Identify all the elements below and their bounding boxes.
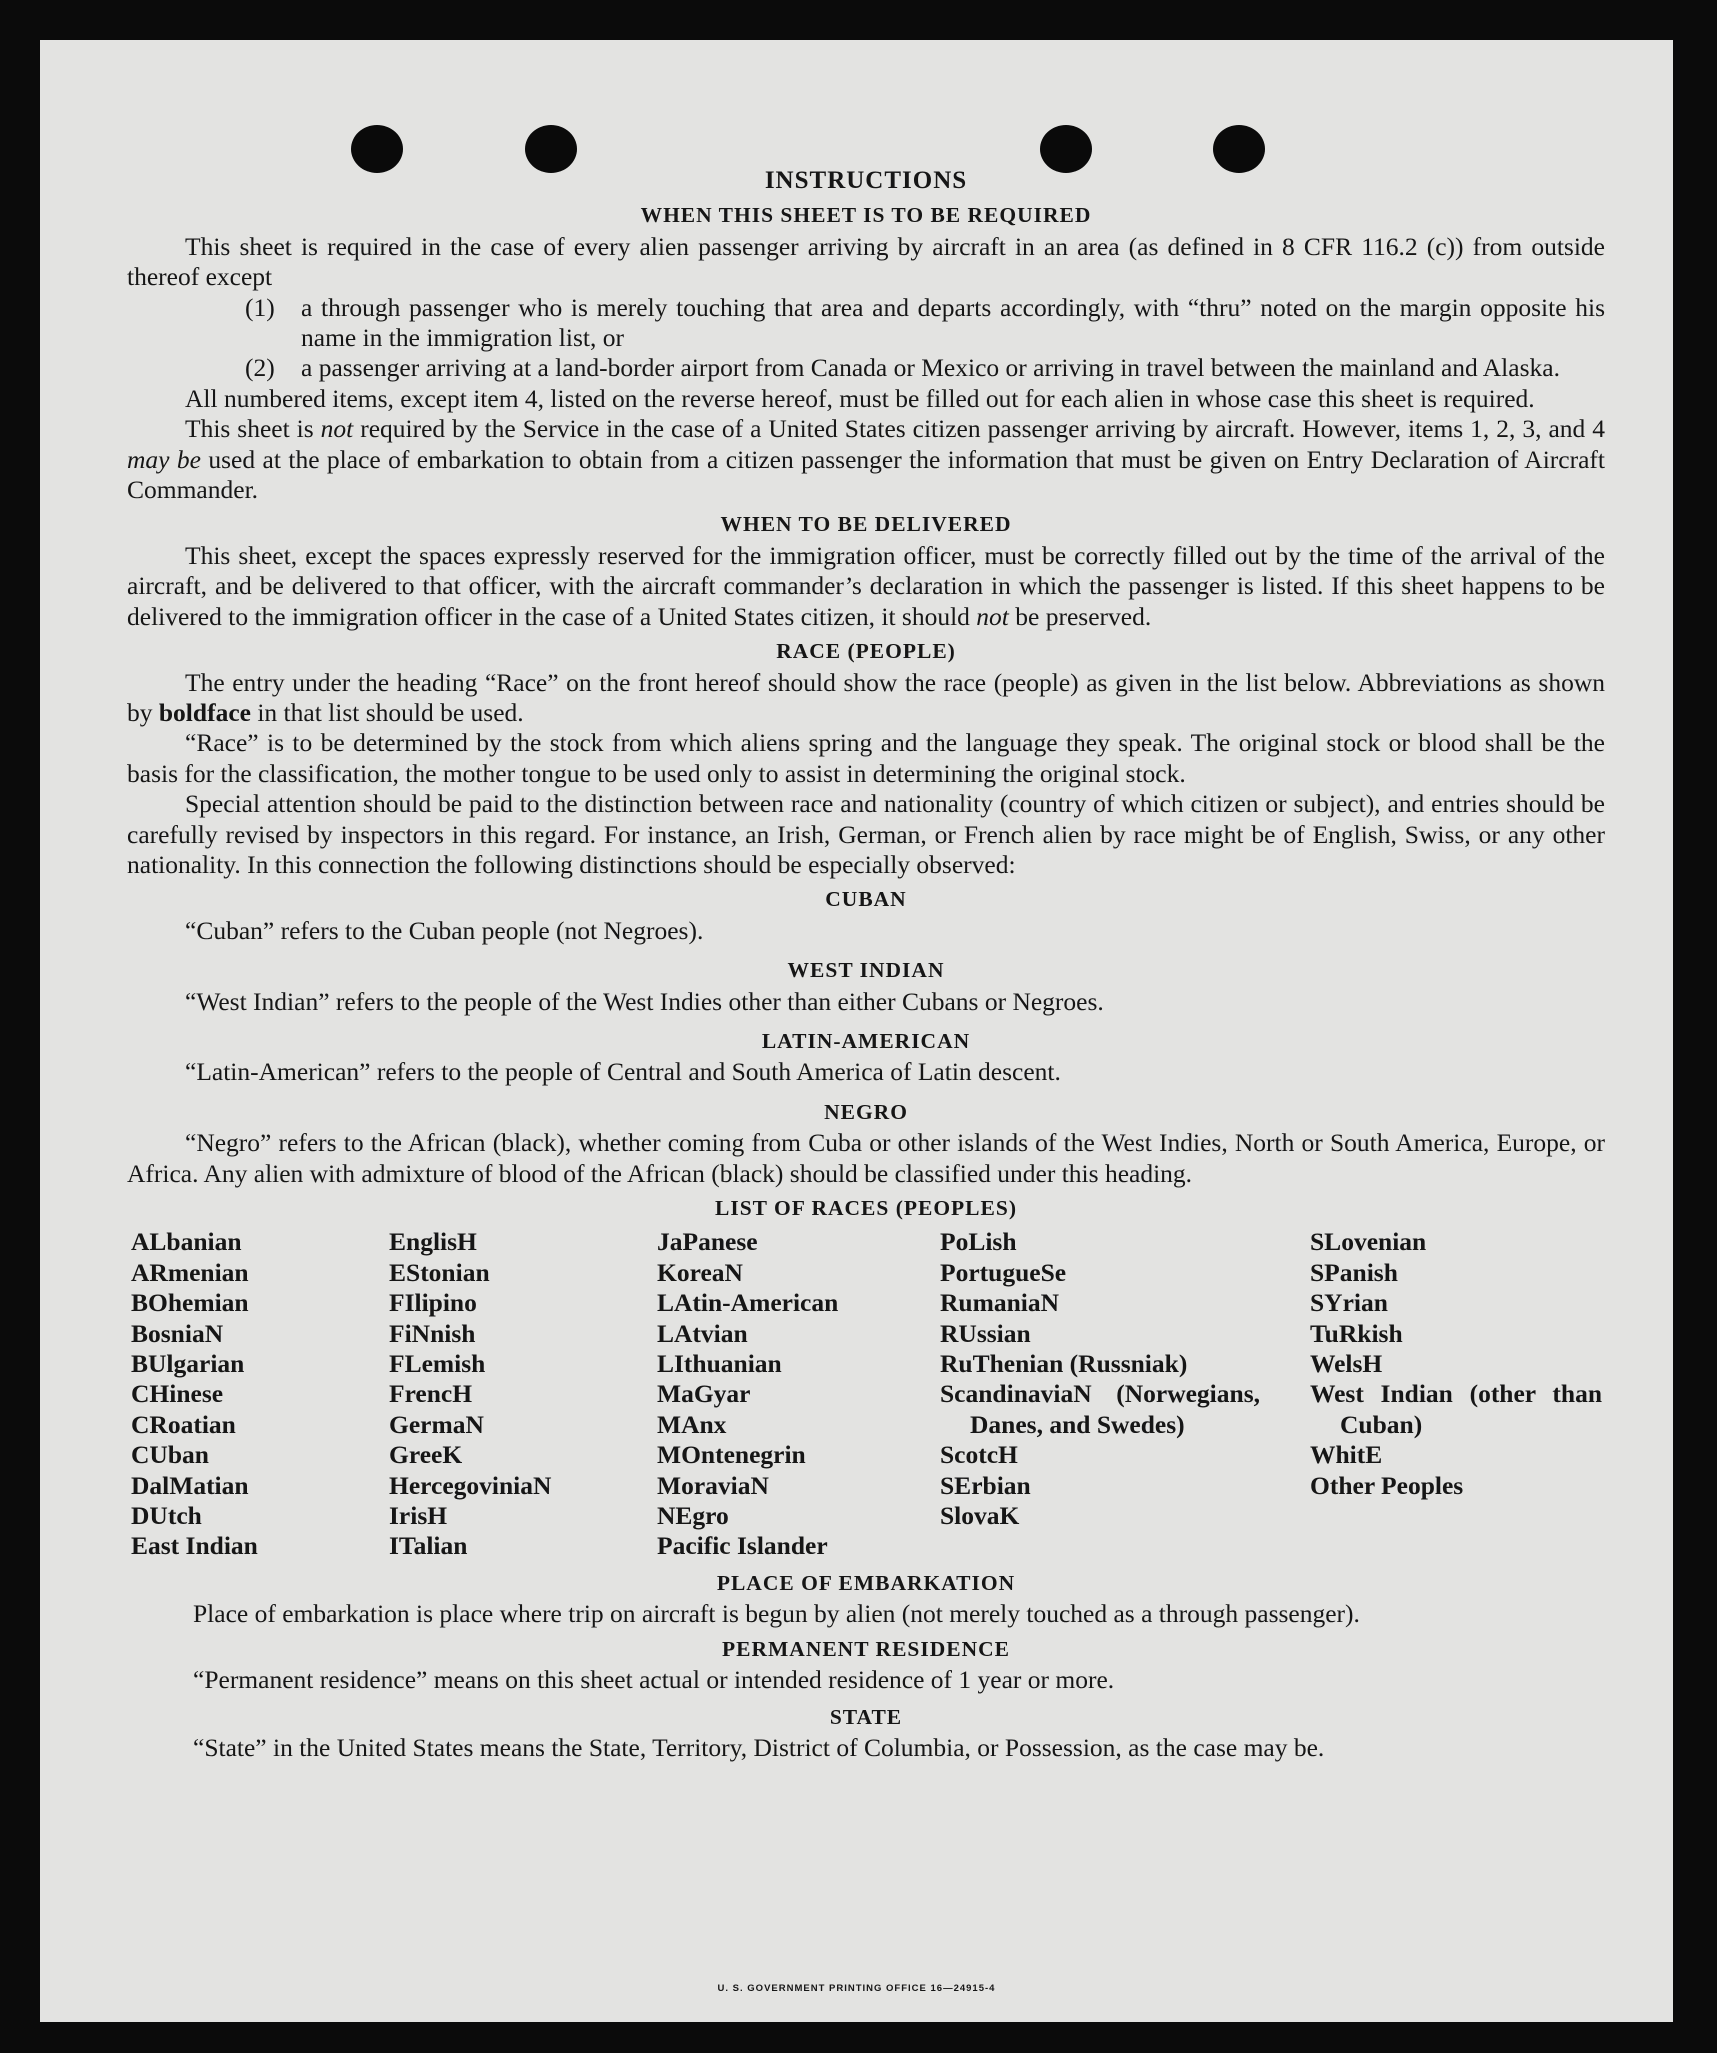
race-entry: RumaniaN <box>940 1288 1060 1318</box>
race-entry: BosniaN <box>131 1318 224 1348</box>
paragraph: “Latin-American” refers to the people of Central and South America of Latin descent. <box>185 1057 1061 1087</box>
paragraph: “State” in the United States means the State, Territory, District of Columbia, or Possession, as the case may be. <box>193 1732 1325 1762</box>
race-entry: WelsH <box>1310 1349 1383 1379</box>
race-entry: CUban <box>131 1440 209 1470</box>
race-entry: PortugueSe <box>940 1257 1067 1287</box>
race-entry: FLemish <box>389 1349 486 1379</box>
paragraph: “Race” is to be determined by the stock from which aliens spring and the language they speak. The original stock or blood shall be the basis for the classification, the mother tongue to be used only to assist in determining the original stock. <box>127 728 1605 788</box>
race-entry: West Indian (other than Cuban) <box>1310 1379 1602 1439</box>
section-heading-latin-american: LATIN-AMERICAN <box>761 1028 971 1053</box>
race-entry: Other Peoples <box>1310 1470 1464 1500</box>
paragraph: Special attention should be paid to the distinction between race and nationality (country of which citizen or subject), and entries should be carefully revised by inspectors in this regard. For instance, an Irish, German, or French alien by race might be of English, Swiss, or any other nationality. In this connection the following distinctions should be especially observed: <box>127 789 1605 879</box>
list-of-races-heading: LIST OF RACES (PEOPLES) <box>715 1196 1017 1220</box>
section-heading-embarkation: PLACE OF EMBARKATION <box>716 1570 1016 1595</box>
race-entry: DalMatian <box>131 1470 249 1500</box>
race-entry: LIthuanian <box>657 1349 782 1379</box>
race-entry: BUlgarian <box>131 1349 245 1379</box>
race-entry: JaPanese <box>657 1227 758 1257</box>
race-column <box>657 1227 940 1561</box>
race-entry: SlovaK <box>940 1501 1020 1531</box>
section-heading-cuban: CUBAN <box>825 887 907 912</box>
paragraph: “Cuban” refers to the Cuban people (not Negroes). <box>185 915 704 945</box>
list-item <box>127 293 1605 354</box>
exception-list <box>127 293 1605 384</box>
paragraph: All numbered items, except item 4, listed on the reverse hereof, must be filled out for each alien in whose case this sheet is required. <box>185 383 1535 413</box>
printer-imprint: U. S. GOVERNMENT PRINTING OFFICE 16—24915-4 <box>717 1983 996 1994</box>
item-text: a through passenger who is merely touching that area and departs accordingly, with “thru” noted on the margin opposite his name in the immigration list, or <box>301 292 1605 353</box>
race-entry: GreeK <box>389 1440 463 1470</box>
race-entry: BOhemian <box>131 1288 249 1318</box>
race-entry: HercegoviniaN <box>389 1470 552 1500</box>
page-title: INSTRUCTIONS <box>764 167 968 194</box>
paragraph: This sheet is required in the case of every alien passenger arriving by aircraft in an area (as defined in 8 CFR 116.2 (c)) from outside thereof except <box>127 231 1605 292</box>
race-entry: NEgro <box>657 1501 729 1531</box>
race-entry: GermaN <box>389 1409 484 1439</box>
race-entry: CHinese <box>131 1379 224 1409</box>
race-entry: ARmenian <box>131 1257 249 1287</box>
section-heading-required: WHEN THIS SHEET IS TO BE REQUIRED <box>640 203 1092 228</box>
race-entry: FiNnish <box>389 1318 476 1348</box>
race-entry: KoreaN <box>657 1257 743 1287</box>
list-item <box>127 353 1605 383</box>
race-entry: EStonian <box>389 1257 490 1287</box>
race-column <box>131 1227 389 1561</box>
race-entry: WhitE <box>1310 1440 1383 1470</box>
race-entry: East Indian <box>131 1531 258 1561</box>
race-entry: RuThenian (Russniak) <box>940 1349 1188 1379</box>
instructions-body <box>127 166 1605 1763</box>
race-entry: Pacific Islander <box>657 1531 828 1561</box>
race-entry: EnglisH <box>389 1227 477 1257</box>
race-entry: CRoatian <box>131 1409 236 1439</box>
item-number: (1) <box>245 292 275 322</box>
race-entry: SPanish <box>1310 1257 1398 1287</box>
race-entry: RUssian <box>940 1318 1031 1348</box>
race-column <box>1310 1227 1609 1561</box>
paragraph: “Negro” refers to the African (black), whether coming from Cuba or other islands of the West Indies, North or South America, Europe, or Africa. Any alien with admixture of blood of the African (black) should be classified under this heading. <box>127 1128 1605 1188</box>
race-entry: LAtvian <box>657 1318 748 1348</box>
race-entry: MAnx <box>657 1409 727 1439</box>
race-entry: IrisH <box>389 1501 448 1531</box>
race-entry: ScandinaviaN (Norwegians, Danes, and Swedes) <box>940 1379 1260 1439</box>
race-entry: DUtch <box>131 1501 202 1531</box>
race-entry: SLovenian <box>1310 1227 1427 1257</box>
paragraph: Place of embarkation is place where trip on aircraft is begun by alien (not merely touched as a through passenger). <box>193 1599 1360 1629</box>
race-entry: ITalian <box>389 1531 468 1561</box>
paragraph: The entry under the heading “Race” on the front hereof should show the race (people) as given in the list below. Abbreviations as shown by boldface in that list should be used. <box>127 667 1605 727</box>
document-sheet <box>40 40 1673 2022</box>
race-entry: TuRkish <box>1310 1318 1403 1348</box>
race-entry: SErbian <box>940 1470 1031 1500</box>
race-entry: MoraviaN <box>657 1470 769 1500</box>
race-column <box>389 1227 657 1561</box>
section-heading-delivered: WHEN TO BE DELIVERED <box>720 512 1012 537</box>
item-text: a passenger arriving at a land-border airport from Canada or Mexico or arriving in travel between the mainland and Alaska. <box>301 353 1560 383</box>
race-entry: FrencH <box>389 1379 473 1409</box>
section-heading-state: STATE <box>829 1704 903 1729</box>
race-entry: ALbanian <box>131 1227 242 1257</box>
section-heading-residence: PERMANENT RESIDENCE <box>722 1636 1010 1661</box>
race-entry: SYrian <box>1310 1288 1388 1318</box>
race-list <box>131 1227 1605 1561</box>
race-entry: MaGyar <box>657 1379 751 1409</box>
race-entry: FIlipino <box>389 1288 477 1318</box>
section-heading-negro: NEGRO <box>824 1099 908 1124</box>
race-entry: ScotcH <box>940 1440 1018 1470</box>
section-heading-race: RACE (PEOPLE) <box>776 639 956 664</box>
section-heading-west-indian: WEST INDIAN <box>787 958 945 983</box>
paragraph: “Permanent residence” means on this sheet actual or intended residence of 1 year or more. <box>193 1665 1115 1695</box>
paragraph: This sheet, except the spaces expressly reserved for the immigration officer, must be correctly filled out by the time of the arrival of the aircraft, and be delivered to that officer, with the aircraft commander’s declaration in which the passenger is listed. If this sheet happens to be delivered to the immigration officer in the case of a United States citizen, it should not be preserved. <box>127 540 1605 631</box>
race-entry: PoLish <box>940 1227 1017 1257</box>
race-entry: MOntenegrin <box>657 1440 806 1470</box>
item-number: (2) <box>245 353 275 383</box>
paragraph: This sheet is not required by the Service in the case of a United States citizen passenger arriving by aircraft. However, items 1, 2, 3, and 4 may be used at the place of embarkation to obtain from a citizen passenger the information that must be given on Entry Declaration of Aircraft Commander. <box>127 414 1605 505</box>
race-column <box>940 1227 1310 1561</box>
paragraph: “West Indian” refers to the people of the West Indies other than either Cubans or Negroes. <box>185 986 1104 1016</box>
race-entry: LAtin-American <box>657 1288 839 1318</box>
